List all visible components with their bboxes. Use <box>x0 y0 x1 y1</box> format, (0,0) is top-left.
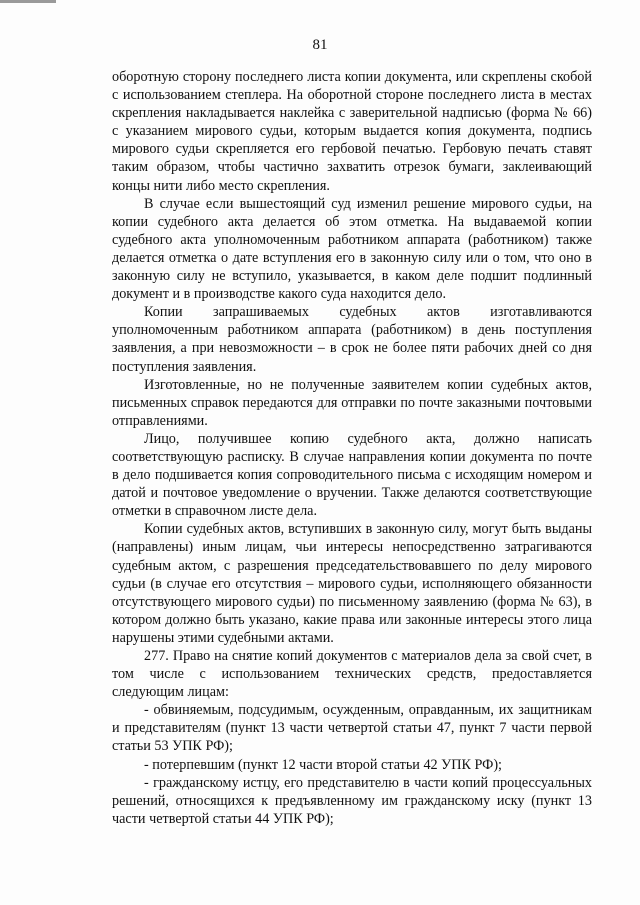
body-text <box>112 68 592 828</box>
paragraph: Копии запрашиваемых судебных актов изготавливаются уполномоченным работником аппарата (работником) в день поступления заявления, а при невозможности – в срок не более пяти рабочих дней со дня поступления заявления. <box>112 304 592 375</box>
list-item: - потерпевшим (пункт 12 части второй статьи 42 УПК РФ); <box>144 756 502 773</box>
page-number: 81 <box>312 37 328 53</box>
paragraph: В случае если вышестоящий суд изменил решение мирового судьи, на копии судебного акта делается об этом отметка. На выдаваемой копии судебного акта уполномоченным работником аппарата (работником) также делается отметка о дате вступления его в законную силу или о том, что оно в законную силу не вступило, указывается, в каком деле подшит подлинный документ и в производстве какого суда находится дело. <box>112 195 592 303</box>
paragraph: Копии судебных актов, вступивших в законную силу, могут быть выданы (направлены) иным лицам, чьи интересы непосредственно затрагиваются судебным актом, с разрешения председательствовавшего по делу мирового судьи (в случае его отсутствия – мирового судьи, исполняющего обязанности отсутствующего мирового судьи) по письменному заявлению (форма № 63), в котором должно быть указано, какие права или законные интересы этого лица нарушены этими судебными актами. <box>112 521 592 646</box>
scan-edge-mark <box>0 0 56 3</box>
paragraph-continuation: оборотную сторону последнего листа копии документа, или скреплены скобой с использованием степлера. На оборотной стороне последнего листа в местах скрепления накладывается наклейка с заверительной надписью (форма № 66) с указанием мирового судьи, которым выдается копия документа, подпись мирового судьи скрепляется его гербовой печатью. Гербовую печать ставят таким образом, чтобы частично захватить отрезок бумаги, заклеивающий концы нити либо место скрепления. <box>112 69 592 194</box>
paragraph: Изготовленные, но не полученные заявителем копии судебных актов, письменных справок передаются для отправки по почте заказными почтовыми отправлениями. <box>112 376 592 429</box>
paragraph-277: 277. Право на снятие копий документов с материалов дела за свой счет, в том числе с использованием технических средств, предоставляется следующим лицам: <box>112 648 592 701</box>
paragraph: Лицо, получившее копию судебного акта, должно написать соответствующую расписку. В случае направления копии документа по почте в дело подшивается копия сопроводительного письма с исходящим номером и датой и почтовое уведомление о вручении. Также делаются соответствующие отметки в справочном листе дела. <box>112 430 592 520</box>
list-item: - гражданскому истцу, его представителю в части копий процессуальных решений, относящихся к предъявленному им гражданскому иску (пункт 13 части четвертой статьи 44 УПК РФ); <box>112 774 592 827</box>
list-item: - обвиняемым, подсудимым, осужденным, оправданным, их защитникам и представителям (пункт 13 части четвертой статьи 47, пункт 7 части первой статьи 53 УПК РФ); <box>112 702 592 755</box>
